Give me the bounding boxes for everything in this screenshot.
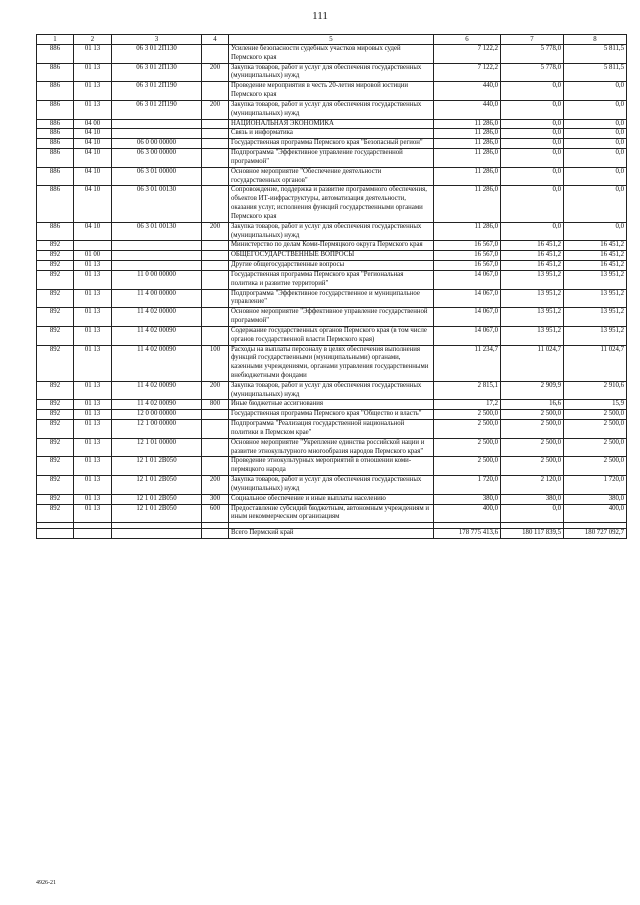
cell-name: Основное мероприятие "Обеспечение деятельности государственных органов" [229,167,434,186]
header-col-5: 5 [229,35,434,45]
cell-code: 886 [37,63,74,82]
cell-section: 01 13 [74,420,112,439]
cell-section: 01 13 [74,345,112,381]
cell-section: 01 13 [74,476,112,495]
cell-target: 12 1 01 2В050 [112,494,202,504]
cell-type [202,241,229,251]
cell-sum-3: 13 951,2 [564,270,627,289]
cell-sum-2: 0,0 [501,186,564,222]
cell-sum-3: 13 951,2 [564,289,627,308]
cell-target [112,241,202,251]
cell-name: Основное мероприятие "Эффективное управление государственной программой" [229,308,434,327]
cell-name: Подпрограмма "Реализация государственной национальной политики в Пермском крае" [229,420,434,439]
cell-target: 12 1 01 00000 [112,438,202,457]
table-total [37,523,627,539]
cell-sum-3: 5 811,5 [564,45,627,64]
cell-target: 06 3 01 2П190 [112,82,202,101]
cell-target: 06 3 01 2П190 [112,100,202,119]
cell-section: 01 13 [74,308,112,327]
cell-sum-3: 11 024,7 [564,345,627,381]
cell-name: Усиление безопасности судебных участков мировых судей Пермского края [229,45,434,64]
table-header [37,35,627,45]
table-row [37,63,627,82]
cell-code: 886 [37,45,74,64]
cell-type [202,139,229,149]
cell-type [202,261,229,271]
cell-type [202,119,229,129]
cell-type [202,308,229,327]
header-col-6: 6 [434,35,501,45]
cell-code: 886 [37,149,74,168]
cell-type: 600 [202,504,229,523]
cell-sum-3: 16 451,2 [564,261,627,271]
cell-sum-2: 13 951,2 [501,326,564,345]
cell-sum-2: 2 909,9 [501,381,564,400]
cell-section: 04 10 [74,149,112,168]
cell-section: 01 13 [74,381,112,400]
cell-sum-2: 13 951,2 [501,270,564,289]
cell-type [202,149,229,168]
cell-code: 886 [37,119,74,129]
cell-type: 100 [202,345,229,381]
table-row [37,45,627,64]
cell-code: 892 [37,504,74,523]
header-col-2: 2 [74,35,112,45]
cell-sum-1: 17,2 [434,400,501,410]
table-row [37,410,627,420]
cell-sum-2: 2 500,0 [501,410,564,420]
cell-type [202,186,229,222]
cell-code: 886 [37,186,74,222]
cell-sum-3: 2 500,0 [564,410,627,420]
cell-code: 892 [37,420,74,439]
table-row [37,251,627,261]
cell-code: 886 [37,167,74,186]
cell-sum-1: 11 286,0 [434,139,501,149]
cell-sum-2: 5 778,0 [501,45,564,64]
cell-code: 892 [37,261,74,271]
cell-sum-3: 5 811,5 [564,63,627,82]
cell-sum-3: 0,0 [564,222,627,241]
cell-section: 04 10 [74,167,112,186]
cell-section: 01 13 [74,261,112,271]
cell-code: 892 [37,410,74,420]
cell-name: Министерство по делам Коми-Пермяцкого округа Пермского края [229,241,434,251]
cell-section: 01 13 [74,504,112,523]
cell-sum-2: 0,0 [501,100,564,119]
cell-code: 892 [37,438,74,457]
cell-name: Проведение мероприятия в честь 20-летия мировой юстиции Пермского края [229,82,434,101]
cell-sum-2: 0,0 [501,129,564,139]
cell-type [202,251,229,261]
cell-sum-3: 380,0 [564,494,627,504]
cell-sum-2: 0,0 [501,504,564,523]
table-row [37,241,627,251]
table-body [37,45,627,523]
cell-sum-1: 2 500,0 [434,438,501,457]
table-row [37,326,627,345]
cell-sum-3: 2 500,0 [564,420,627,439]
cell-sum-1: 11 286,0 [434,119,501,129]
cell-target: 12 1 00 00000 [112,420,202,439]
cell-target [112,129,202,139]
header-col-4: 4 [202,35,229,45]
header-col-8: 8 [564,35,627,45]
cell-type [202,167,229,186]
cell-sum-3: 1 720,0 [564,476,627,495]
cell-sum-1: 400,0 [434,504,501,523]
cell-section: 04 10 [74,139,112,149]
cell-target: 11 0 00 00000 [112,270,202,289]
table-row [37,129,627,139]
table-row [37,119,627,129]
cell-sum-2: 0,0 [501,82,564,101]
cell-sum-1: 1 720,0 [434,476,501,495]
cell-sum-1: 440,0 [434,100,501,119]
cell-target: 11 4 02 00090 [112,400,202,410]
cell-type [202,270,229,289]
table-row [37,308,627,327]
cell-name: НАЦИОНАЛЬНАЯ ЭКОНОМИКА [229,119,434,129]
cell-type [202,129,229,139]
cell-section: 01 13 [74,100,112,119]
cell-sum-2: 2 500,0 [501,457,564,476]
cell-code: 892 [37,251,74,261]
cell-sum-1: 14 067,0 [434,326,501,345]
cell-name: Связь и информатика [229,129,434,139]
cell-name: Расходы на выплаты персоналу в целях обеспечения выполнения функций государственными (муниципальными) органами, казенными учреждениями, органами управления государственными внебюджетными фондами [229,345,434,381]
cell-name: Предоставление субсидий бюджетным, автономным учреждениям и иным некоммерческим организациям [229,504,434,523]
cell-target: 12 1 01 2В050 [112,504,202,523]
cell-target: 06 3 01 2П130 [112,63,202,82]
cell-section: 01 13 [74,400,112,410]
cell-sum-2: 2 500,0 [501,438,564,457]
cell-target: 11 4 02 00090 [112,326,202,345]
cell-section: 01 13 [74,494,112,504]
table-row [37,100,627,119]
header-col-7: 7 [501,35,564,45]
cell-sum-1: 14 067,0 [434,270,501,289]
cell-name: Закупка товаров, работ и услуг для обеспечения государственных (муниципальных) нужд [229,63,434,82]
cell-code: 886 [37,129,74,139]
cell-sum-3: 0,0 [564,82,627,101]
cell-target: 06 3 01 00000 [112,167,202,186]
cell-sum-1: 7 122,2 [434,63,501,82]
cell-target: 11 4 02 00090 [112,345,202,381]
cell-sum-2: 5 778,0 [501,63,564,82]
cell-target: 06 3 00 00000 [112,149,202,168]
cell-type: 200 [202,381,229,400]
footer-code: 4926-21 [36,880,56,886]
cell-sum-2: 13 951,2 [501,308,564,327]
cell-name: Закупка товаров, работ и услуг для обеспечения государственных (муниципальных) нужд [229,100,434,119]
header-col-1: 1 [37,35,74,45]
cell-name: Государственная программа Пермского края "Региональная политика и развитие территорий" [229,270,434,289]
cell-name: Проведение этнокультурных мероприятий в отношении коми-пермяцкого народа [229,457,434,476]
cell-name: Содержание государственных органов Пермского края (в том числе органов государственной власти Пермского края) [229,326,434,345]
cell-section [74,241,112,251]
cell-sum-3: 400,0 [564,504,627,523]
cell-sum-3: 13 951,2 [564,308,627,327]
cell-section: 04 00 [74,119,112,129]
cell-type [202,420,229,439]
cell-section: 01 13 [74,326,112,345]
cell-sum-1: 16 567,0 [434,241,501,251]
cell-type: 200 [202,100,229,119]
cell-target: 06 0 00 00000 [112,139,202,149]
cell-sum-2: 2 500,0 [501,420,564,439]
cell-name: Закупка товаров, работ и услуг для обеспечения государственных (муниципальных) нужд [229,222,434,241]
table-row [37,504,627,523]
table-row [37,381,627,400]
cell-code: 892 [37,381,74,400]
cell-type: 800 [202,400,229,410]
cell-sum-2: 11 024,7 [501,345,564,381]
cell-code: 892 [37,345,74,381]
cell-sum-2: 13 951,2 [501,289,564,308]
cell-name: Закупка товаров, работ и услуг для обеспечения государственных (муниципальных) нужд [229,381,434,400]
table-row [37,270,627,289]
cell-type: 200 [202,63,229,82]
cell-target [112,251,202,261]
cell-sum-3: 2 500,0 [564,457,627,476]
table-row [37,345,627,381]
table-row [37,82,627,101]
cell-sum-3: 0,0 [564,100,627,119]
cell-type: 200 [202,476,229,495]
table-row [37,457,627,476]
cell-type [202,326,229,345]
cell-sum-2: 0,0 [501,119,564,129]
cell-sum-1: 11 234,7 [434,345,501,381]
table-row [37,400,627,410]
cell-sum-1: 2 500,0 [434,457,501,476]
cell-target: 12 1 01 2В050 [112,457,202,476]
cell-sum-2: 0,0 [501,149,564,168]
cell-sum-1: 11 286,0 [434,222,501,241]
cell-sum-3: 16 451,2 [564,251,627,261]
cell-target: 06 3 01 00130 [112,222,202,241]
cell-section: 01 13 [74,410,112,420]
cell-sum-2: 2 120,0 [501,476,564,495]
cell-section: 04 10 [74,186,112,222]
cell-type: 300 [202,494,229,504]
cell-section: 01 13 [74,457,112,476]
cell-target: 06 3 01 2П130 [112,45,202,64]
table-row [37,222,627,241]
table-row [37,438,627,457]
cell-sum-1: 11 286,0 [434,167,501,186]
total-label: Всего Пермский край [229,529,434,539]
table-row [37,420,627,439]
cell-sum-3: 2 500,0 [564,438,627,457]
cell-sum-1: 2 500,0 [434,410,501,420]
cell-target [112,119,202,129]
cell-code: 886 [37,100,74,119]
page-number: 111 [312,10,328,22]
total-row [37,529,627,539]
cell-code: 892 [37,494,74,504]
table-row [37,476,627,495]
cell-target: 11 4 02 00090 [112,381,202,400]
cell-sum-1: 11 286,0 [434,149,501,168]
cell-code: 886 [37,82,74,101]
cell-code: 886 [37,222,74,241]
cell-code: 892 [37,289,74,308]
cell-name: Государственная программа Пермского края "Безопасный регион" [229,139,434,149]
cell-sum-1: 11 286,0 [434,129,501,139]
cell-sum-3: 2 910,6 [564,381,627,400]
cell-name: Сопровождение, поддержка и развитие программного обеспечения, объектов ИТ-инфраструктуры, автоматизация деятельности, оказания услуг, исполнения функций государственными органами Пермского края [229,186,434,222]
cell-sum-2: 0,0 [501,222,564,241]
cell-code: 886 [37,139,74,149]
cell-sum-1: 2 815,1 [434,381,501,400]
cell-target [112,261,202,271]
cell-name: ОБЩЕГОСУДАРСТВЕННЫЕ ВОПРОСЫ [229,251,434,261]
cell-type [202,438,229,457]
cell-sum-3: 15,9 [564,400,627,410]
table-row [37,494,627,504]
cell-sum-1: 2 500,0 [434,420,501,439]
cell-code: 892 [37,308,74,327]
cell-name: Закупка товаров, работ и услуг для обеспечения государственных (муниципальных) нужд [229,476,434,495]
cell-sum-3: 0,0 [564,139,627,149]
cell-target: 11 4 00 00000 [112,289,202,308]
cell-section: 01 00 [74,251,112,261]
cell-code: 892 [37,270,74,289]
cell-name: Иные бюджетные ассигнования [229,400,434,410]
cell-section: 01 13 [74,438,112,457]
cell-target: 12 0 00 00000 [112,410,202,420]
cell-name: Социальное обеспечение и иные выплаты населению [229,494,434,504]
cell-sum-3: 0,0 [564,129,627,139]
cell-name: Подпрограмма "Эффективное государственное и муниципальное управление" [229,289,434,308]
cell-name: Другие общегосударственные вопросы [229,261,434,271]
cell-sum-2: 0,0 [501,139,564,149]
cell-code: 892 [37,326,74,345]
cell-sum-2: 16 451,2 [501,241,564,251]
cell-section: 01 13 [74,82,112,101]
cell-sum-3: 13 951,2 [564,326,627,345]
cell-name: Подпрограмма "Эффективное управление государственной программой" [229,149,434,168]
cell-sum-3: 0,0 [564,149,627,168]
cell-name: Основное мероприятие "Укрепление единства российской нации и развитие этнокультурного многообразия народов Пермского края" [229,438,434,457]
cell-sum-1: 16 567,0 [434,251,501,261]
cell-sum-1: 16 567,0 [434,261,501,271]
cell-section: 01 13 [74,45,112,64]
cell-name: Государственная программа Пермского края "Общество и власть" [229,410,434,420]
table-row [37,167,627,186]
total-c8: 180 727 092,7 [564,529,627,539]
cell-sum-2: 380,0 [501,494,564,504]
cell-sum-3: 0,0 [564,167,627,186]
budget-table [36,34,627,539]
cell-code: 892 [37,400,74,410]
cell-type [202,457,229,476]
cell-sum-1: 14 067,0 [434,308,501,327]
table-row [37,289,627,308]
cell-target: 06 3 01 00130 [112,186,202,222]
cell-code: 892 [37,457,74,476]
table-row [37,149,627,168]
cell-section: 01 13 [74,289,112,308]
cell-code: 892 [37,476,74,495]
table-row [37,186,627,222]
header-col-3: 3 [112,35,202,45]
cell-target: 12 1 01 2В050 [112,476,202,495]
cell-sum-2: 16 451,2 [501,261,564,271]
cell-sum-3: 16 451,2 [564,241,627,251]
table-row [37,139,627,149]
cell-type [202,410,229,420]
cell-sum-1: 440,0 [434,82,501,101]
cell-section: 01 13 [74,63,112,82]
total-c7: 180 117 839,5 [501,529,564,539]
cell-code: 892 [37,241,74,251]
total-c6: 178 775 413,6 [434,529,501,539]
cell-target: 11 4 02 00000 [112,308,202,327]
cell-sum-1: 11 286,0 [434,186,501,222]
cell-sum-2: 16,6 [501,400,564,410]
cell-type [202,82,229,101]
cell-type: 200 [202,222,229,241]
cell-section: 04 10 [74,222,112,241]
cell-sum-1: 7 122,2 [434,45,501,64]
cell-sum-2: 16 451,2 [501,251,564,261]
cell-section: 04 10 [74,129,112,139]
table-row [37,261,627,271]
cell-sum-2: 0,0 [501,167,564,186]
cell-section: 01 13 [74,270,112,289]
cell-sum-3: 0,0 [564,186,627,222]
cell-type [202,289,229,308]
cell-sum-1: 380,0 [434,494,501,504]
cell-type [202,45,229,64]
cell-sum-3: 0,0 [564,119,627,129]
cell-sum-1: 14 067,0 [434,289,501,308]
